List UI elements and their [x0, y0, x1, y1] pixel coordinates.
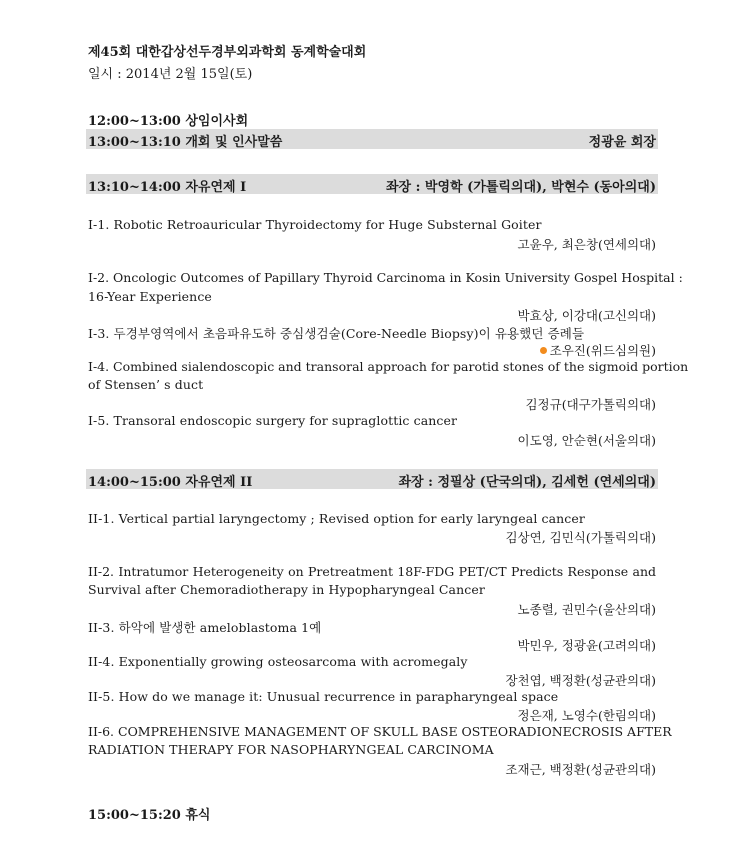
- s2-item1-authors: 김상연, 김민식(가톨릭의대): [505, 530, 656, 545]
- s1-item1-title: I-1. Robotic Retroauricular Thyroidectomy for Huge Substernal Goiter: [88, 217, 542, 232]
- session1-bar: [86, 174, 658, 194]
- presenter-marker-icon: [540, 347, 547, 354]
- s2-item5-title: II-5. How do we manage it: Unusual recurrence in parapharyngeal space: [88, 689, 559, 704]
- s2-item5-authors: 정은재, 노영수(한림의대): [517, 708, 656, 723]
- s2-item1-title: II-1. Vertical partial laryngectomy ; Revised option for early laryngeal cancer: [88, 511, 585, 526]
- s1-item1-authors: 고윤우, 최은창(연세의대): [517, 237, 656, 252]
- opening-bar: [86, 129, 658, 149]
- s2-item2-title-line2: Survival after Chemoradiotherapy in Hypopharyngeal Cancer: [88, 582, 485, 597]
- s2-item3-title: II-3. 하악에 발생한 ameloblastoma 1예: [88, 620, 322, 635]
- s2-item6-authors: 조재근, 백정환(성균관의대): [505, 762, 656, 777]
- s1-item3-authors-row: [540, 341, 656, 359]
- s1-item4-authors: 김정규(대구가톨릭의대): [525, 397, 656, 412]
- s2-item6-title-line1: II-6. COMPREHENSIVE MANAGEMENT OF SKULL BASE OSTEORADIONECROSIS AFTER: [88, 724, 672, 739]
- s1-item4-title-line1: I-4. Combined sialendoscopic and transoral approach for parotid stones of the sigmoid portion: [88, 359, 689, 374]
- event-date: 일시 : 2014년 2월 15일(토): [88, 67, 253, 82]
- session1-chairs: 좌장 : 박영학 (가톨릭의대), 박현수 (동아의대): [385, 180, 656, 195]
- s1-item3-title: I-3. 두경부영역에서 초음파유도하 중심생검술(Core-Needle Biopsy)이 유용했던 증례들: [88, 326, 585, 341]
- s1-item2-authors: 박효상, 이강대(고신의대): [517, 308, 656, 323]
- s2-item4-title: II-4. Exponentially growing osteosarcoma with acromegaly: [88, 654, 468, 669]
- s2-item3-authors: 박민우, 정광윤(고려의대): [517, 638, 656, 653]
- event-title: 제45회 대한갑상선두경부외과학회 동계학술대회: [88, 45, 367, 60]
- s1-item4-title-line2: of Stensen’ s duct: [88, 377, 204, 392]
- session1-label: 13:10~14:00 자유연제 I: [88, 180, 247, 195]
- s1-item2-title-line2: 16-Year Experience: [88, 289, 212, 304]
- s2-item6-title-line2: RADIATION THERAPY FOR NASOPHARYNGEAL CARCINOMA: [88, 742, 494, 757]
- opening-speaker: 정광윤 회장: [588, 135, 656, 150]
- session2-bar: [86, 469, 658, 489]
- s2-item2-title-line1: II-2. Intratumor Heterogeneity on Pretreatment 18F-FDG PET/CT Predicts Response and: [88, 564, 656, 579]
- s1-item2-title-line1: I-2. Oncologic Outcomes of Papillary Thyroid Carcinoma in Kosin University Gospel Hospital :: [88, 270, 683, 285]
- s1-item3-authors: 조우진(위드심의원): [549, 343, 656, 358]
- opening-label: 13:00~13:10 개회 및 인사말씀: [88, 135, 283, 150]
- session2-label: 14:00~15:00 자유연제 II: [88, 475, 253, 490]
- s2-item2-authors: 노종렬, 권민수(울산의대): [517, 602, 656, 617]
- break-time: 15:00~15:20 휴식: [88, 808, 211, 823]
- board-meeting: 12:00~13:00 상임이사회: [88, 114, 249, 129]
- s2-item4-authors: 장천엽, 백정환(성균관의대): [505, 673, 656, 688]
- s1-item5-title: I-5. Transoral endoscopic surgery for supraglottic cancer: [88, 413, 458, 428]
- s1-item5-authors: 이도영, 안순현(서울의대): [517, 433, 656, 448]
- session2-chairs: 좌장 : 정필상 (단국의대), 김세헌 (연세의대): [398, 475, 656, 490]
